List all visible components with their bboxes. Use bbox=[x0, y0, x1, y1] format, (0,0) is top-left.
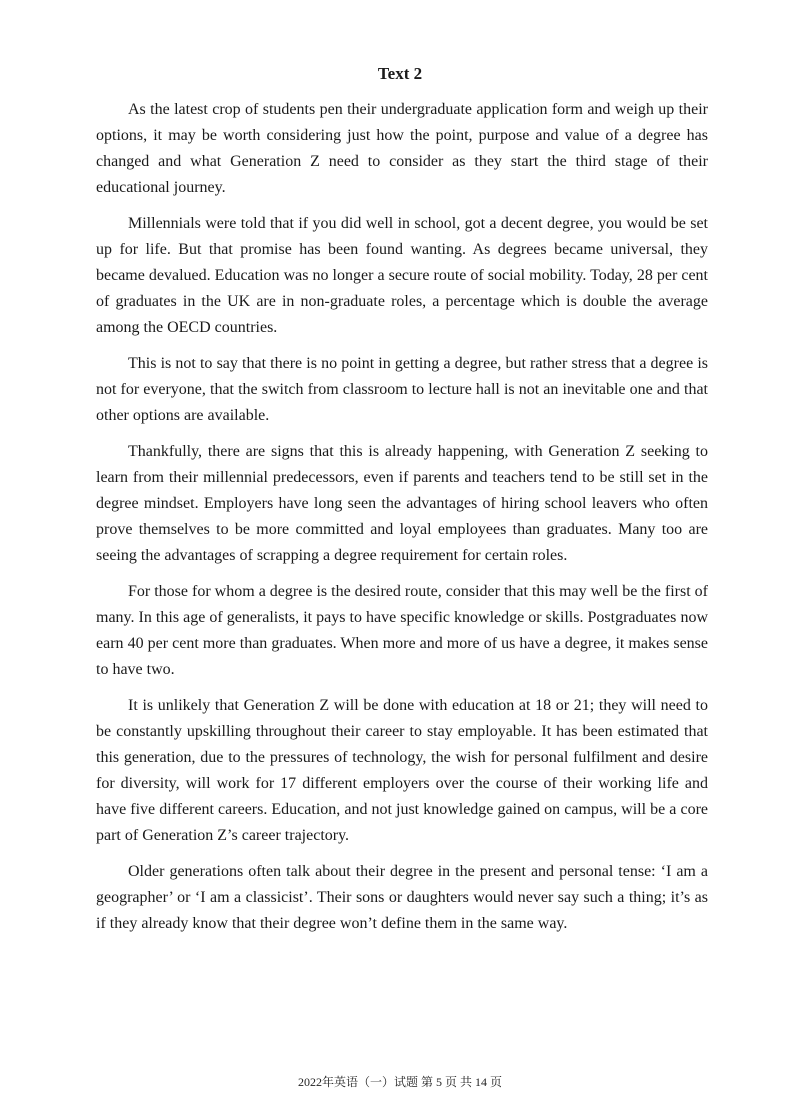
paragraph-6: It is unlikely that Generation Z will be done with education at 18 or 21; they will need to be constantly upskilling throughout their career to stay employable. It has been estimated that this generation, due to the pressures of technology, the wish for personal fulfilment and desire for diversity, will work for 17 different employers over the course of their working life and have five different careers. Education, and not just knowledge gained on campus, will be a core part of Generation Z’s career trajectory. bbox=[96, 697, 708, 844]
section-title: Text 2 bbox=[377, 64, 423, 83]
page-footer: 2022年英语（一）试题 第 5 页 共 14 页 bbox=[297, 1075, 502, 1089]
paragraph-1: As the latest crop of students pen their undergraduate application form and weigh up their options, it may be worth considering just how the point, purpose and value of a degree has changed and what Generation Z need to consider as they start the third stage of their educational journey. bbox=[96, 101, 708, 196]
paragraph-5: For those for whom a degree is the desired route, consider that this may well be the first of many. In this age of generalists, it pays to have specific knowledge or skills. Postgraduates now earn 40 per cent more than graduates. When more and more of us have a degree, it makes sense to have two. bbox=[96, 583, 708, 678]
paragraph-3: This is not to say that there is no point in getting a degree, but rather stress that a degree is not for everyone, that the switch from classroom to lecture hall is not an inevitable one and that other options are available. bbox=[96, 355, 708, 424]
passage-body bbox=[96, 97, 708, 947]
paragraph-4: Thankfully, there are signs that this is already happening, with Generation Z seeking to learn from their millennial predecessors, even if parents and teachers tend to be still set in the degree mindset. Employers have long seen the advantages of hiring school leavers who often prove themselves to be more committed and loyal employees than graduates. Many too are seeing the advantages of scrapping a degree requirement for certain roles. bbox=[96, 443, 708, 564]
paragraph-2: Millennials were told that if you did well in school, got a decent degree, you would be set up for life. But that promise has been found wanting. As degrees became universal, they became devalued. Education was no longer a secure route of social mobility. Today, 28 per cent of graduates in the UK are in non-graduate roles, a percentage which is double the average among the OECD countries. bbox=[96, 215, 708, 336]
paragraph-7: Older generations often talk about their degree in the present and personal tense: ‘I am a geographer’ or ‘I am a classicist’. Their sons or daughters would never say such a thing; it’s as if they already know that their degree won’t define them in the same way. bbox=[96, 863, 708, 932]
